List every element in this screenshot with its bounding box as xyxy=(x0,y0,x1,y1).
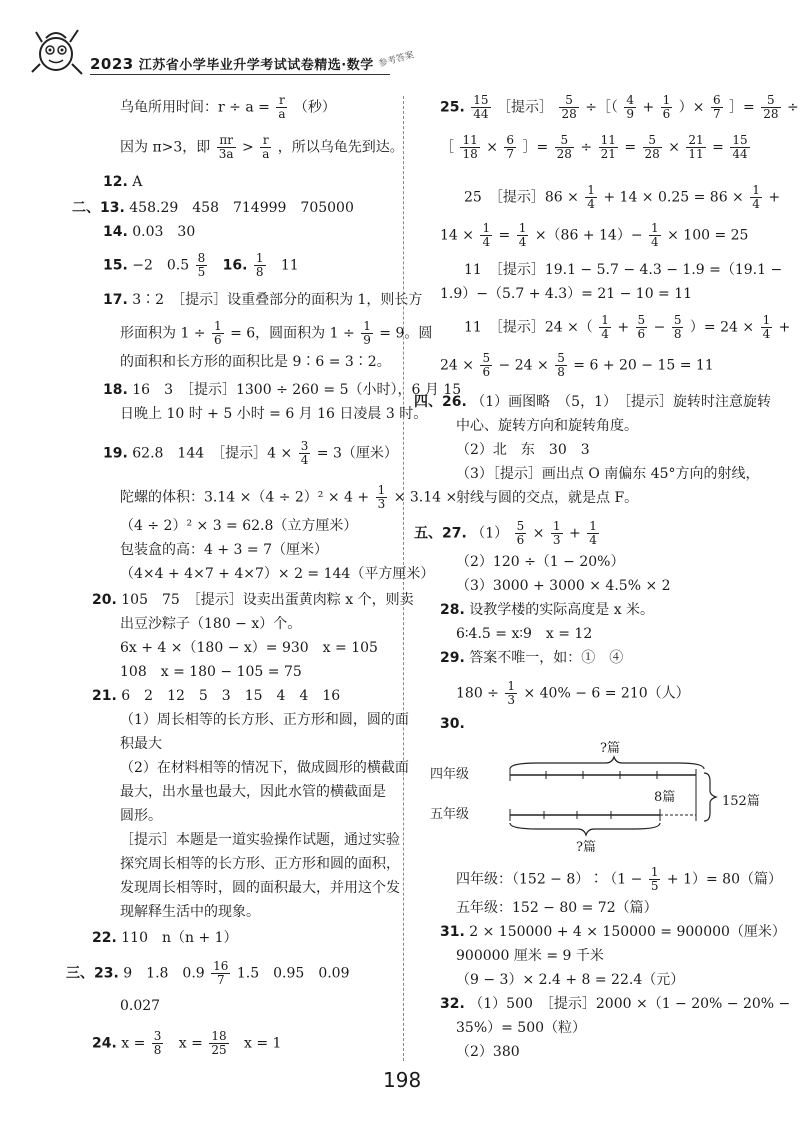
question-27: 五、27. （1） $\frac{5}{6}$ × $\frac{1}{3}$ + $\frac{1}{4}$ xyxy=(414,519,597,548)
question-25-line: ［ $\frac{11}{18}$ × $\frac{6}{7}$ ］= $\frac{5}{28}$ ÷ $\frac{11}{21}$ = $\frac{5}{28}$ × $\frac{21}{11}$ = $\frac{15}{44}$ xyxy=(440,133,748,162)
fraction: $\frac{21}{11}$ xyxy=(688,133,704,162)
fraction: $\frac{5}{6}$ xyxy=(516,519,525,548)
top-brace xyxy=(510,757,704,769)
question-32-line: （2）380 xyxy=(456,1044,520,1060)
fraction: $\frac{5}{8}$ xyxy=(557,351,565,380)
section-label: 二、 xyxy=(72,200,100,216)
question-27-line: （3）3000 + 3000 × 4.5% × 2 xyxy=(456,578,671,594)
question-21-line: （1）周长相等的长方形、正方形和圆，圆的面 xyxy=(120,712,409,728)
fraction: $\frac{1}{6}$ xyxy=(214,319,222,348)
answer-line: 乌龟所用时间：r ÷ a = $\frac{r}{a}$ （秒） xyxy=(120,93,336,122)
bottom-brace xyxy=(510,823,660,835)
fraction: $\frac{1}{3}$ xyxy=(507,679,515,708)
section-label: 三、 xyxy=(66,965,94,982)
fraction: $\frac{6}{7}$ xyxy=(506,133,515,162)
fraction: $\frac{1}{8}$ xyxy=(255,251,264,280)
question-30-line: 五年级：152 − 80 = 72（篇） xyxy=(456,900,658,916)
fraction: $\frac{1}{4}$ xyxy=(587,183,595,212)
fraction: $\frac{15}{44}$ xyxy=(732,133,748,162)
fraction: $\frac{5}{28}$ xyxy=(763,93,779,122)
diagram-difference-label: 8篇 xyxy=(654,790,676,805)
fraction: $\frac{1}{3}$ xyxy=(552,519,561,548)
segment-diagram xyxy=(428,755,768,855)
question-13: 二、13. 458.29 458 714999 705000 xyxy=(72,200,354,216)
fraction: $\frac{5}{6}$ xyxy=(637,313,646,342)
question-25: 25. $\frac{15}{44}$ ［提示］ $\frac{5}{28}$ ÷［（ $\frac{4}{9}$ + $\frac{1}{6}$ ）× $\frac{6}{7}$ ］= $\frac{5}{28}$ ÷ xyxy=(440,93,799,122)
question-12: 12. A xyxy=(103,174,143,190)
question-21-line: 圆形。 xyxy=(120,808,162,824)
question-19-line: 陀螺的体积：3.14 ×（4 ÷ 2）² × 4 + $\frac{1}{3}$ × 3.14 × xyxy=(120,483,458,512)
fraction: $\frac{3}{4}$ xyxy=(300,439,309,468)
question-31-line: （9 − 3）× 2.4 + 8 = 22.4（元） xyxy=(456,972,685,988)
section-label: 四、 xyxy=(414,394,442,410)
question-17: 17. 3∶2 ［提示］设重叠部分的面积为 1，则长方 xyxy=(103,292,423,308)
fraction: $\frac{11}{21}$ xyxy=(600,133,616,162)
question-28: 28. 设教学楼的实际高度是 x 米。 xyxy=(440,602,655,618)
question-26-line: （3）［提示］画出点 O 南偏东 45°方向的射线， xyxy=(456,466,760,482)
page-header xyxy=(28,24,408,84)
question-21-line: 现解释生活中的现象。 xyxy=(120,904,260,920)
header-year: 2023 xyxy=(90,55,134,73)
question-15-16: 15. −2 0.5 $\frac{8}{5}$ 16. $\frac{1}{8}$ 11 xyxy=(103,251,299,280)
fraction: $\frac{18}{25}$ xyxy=(211,1029,227,1058)
question-21-line: 最大，出水量也最大，因此水管的横截面是 xyxy=(120,784,386,800)
question-29-line: 180 ÷ $\frac{1}{3}$ × 40% − 6 = 210（人） xyxy=(456,679,690,708)
question-22: 22. 110 n（n + 1） xyxy=(92,930,238,946)
fraction: $\frac{5}{6}$ xyxy=(482,351,491,380)
diagram-bottom-label: ?篇 xyxy=(576,840,596,855)
question-21-line: 发现周长相等时，圆的面积最大，并用这个发 xyxy=(120,880,400,896)
question-19: 19. 62.8 144 ［提示］4 × $\frac{3}{4}$ = 3（厘米） xyxy=(103,439,398,468)
page-number: 198 xyxy=(383,1068,422,1092)
header-book-title: 江苏省小学毕业升学考试试卷精选·数学 xyxy=(138,58,374,73)
diagram-row-grade5: 五年级 xyxy=(430,807,470,822)
question-29: 29. 答案不唯一，如：① ④ xyxy=(440,650,624,666)
question-21-line: 探究周长相等的长方形、正方形和圆的面积， xyxy=(120,856,400,872)
question-21-hint: ［提示］本题是一道实验操作试题，通过实验 xyxy=(120,832,400,848)
question-21-line: 积最大 xyxy=(120,736,162,752)
fraction: $\frac{1}{3}$ xyxy=(377,483,386,512)
fraction: $\frac{\pi r}{3a}$ xyxy=(218,133,234,162)
question-26-line: （2）北 东 30 3 xyxy=(456,442,590,458)
section-label: 五、 xyxy=(414,525,442,542)
fraction: $\frac{1}{4}$ xyxy=(518,221,527,250)
fraction: $\frac{1}{4}$ xyxy=(651,221,659,250)
question-24: 24. x = $\frac{3}{8}$ x = $\frac{18}{25}$ x = 1 xyxy=(92,1029,282,1058)
fraction: $\frac{15}{44}$ xyxy=(473,93,489,122)
fraction: $\frac{3}{8}$ xyxy=(153,1029,162,1058)
question-30: 30. xyxy=(440,716,465,732)
question-21-line: （2）在材料相等的情况下，做成圆形的横截面 xyxy=(120,760,409,776)
fraction: $\frac{6}{7}$ xyxy=(712,93,721,122)
fraction: $\frac{r}{a}$ xyxy=(278,93,286,122)
question-20-line: 108 x = 180 − 105 = 75 xyxy=(120,664,302,680)
question-17-line: 的面积和长方形的面积比是 9∶6 = 3∶2。 xyxy=(120,354,391,370)
question-25-line: 14 × $\frac{1}{4}$ = $\frac{1}{4}$ ×（86 + 14）− $\frac{1}{4}$ × 100 = 25 xyxy=(440,221,749,250)
question-19-line: 包装盒的高：4 + 3 = 7（厘米） xyxy=(120,542,328,558)
question-14: 14. 0.03 30 xyxy=(103,224,196,240)
question-18-line: 日晚上 10 时 + 5 小时 = 6 月 16 日凌晨 3 时。 xyxy=(120,406,428,422)
fraction: $\frac{4}{9}$ xyxy=(626,93,635,122)
fraction: $\frac{1}{4}$ xyxy=(589,519,597,548)
question-25-line: 11 ［提示］19.1 − 5.7 − 4.3 − 1.9 =（19.1 − xyxy=(464,262,783,278)
fraction: $\frac{5}{28}$ xyxy=(644,133,660,162)
question-27-line: （2）120 ÷（1 − 20%） xyxy=(456,554,625,570)
fraction: $\frac{1}{4}$ xyxy=(762,313,771,342)
question-25-line: 1.9）−（5.7 + 4.3）= 21 − 10 = 11 xyxy=(440,286,693,302)
diagram-top-label: ?篇 xyxy=(600,741,620,756)
question-31: 31. 2 × 150000 + 4 × 150000 = 900000（厘米） xyxy=(440,924,786,940)
fraction: $\frac{1}{4}$ xyxy=(601,313,609,342)
question-30-line: 四年级：（152 − 8）∶（1 − $\frac{1}{5}$ + 1）= 80（篇） xyxy=(456,865,782,894)
question-23-line: 0.027 xyxy=(120,998,161,1014)
question-25-line: 25 ［提示］86 × $\frac{1}{4}$ + 14 × 0.25 = 86 × $\frac{1}{4}$ + xyxy=(464,183,781,212)
fraction: $\frac{5}{28}$ xyxy=(561,93,577,122)
question-21: 21. 6 2 12 5 3 15 4 4 16 xyxy=(92,688,341,704)
header-stamp: 参考答案 xyxy=(377,50,416,70)
question-19-line: （4 ÷ 2）² × 3 = 62.8（立方厘米） xyxy=(120,518,358,534)
question-32: 32. （1）500 ［提示］2000 ×（1 − 20% − 20% − xyxy=(440,996,791,1012)
question-20-line: 出豆沙粽子（180 − x）个。 xyxy=(120,616,302,632)
question-23: 三、23. 9 1.8 0.9 $\frac{16}{7}$ 1.5 0.95 0.09 xyxy=(66,959,350,988)
question-26-line: 中心、旋转方向和旋转角度。 xyxy=(456,418,638,434)
diagram-total-label: 152篇 xyxy=(722,794,760,809)
header-title xyxy=(90,54,374,73)
question-26-line: 射线与圆的交点，就是点 F。 xyxy=(456,490,639,506)
fraction: $\frac{1}{5}$ xyxy=(650,865,659,894)
fraction: $\frac{r}{a}$ xyxy=(262,133,270,162)
question-26: 四、26. （1）画图略 （5，1） ［提示］旋转时注意旋转 xyxy=(414,394,771,410)
question-28-line: 6∶4.5 = x∶9 x = 12 xyxy=(456,626,593,642)
question-31-line: 900000 厘米 = 9 千米 xyxy=(456,948,604,964)
fraction: $\frac{5}{28}$ xyxy=(556,133,572,162)
fraction: $\frac{1}{4}$ xyxy=(482,221,491,250)
mascot-logo-icon xyxy=(28,24,88,82)
question-20-line: 6x + 4 ×（180 − x）= 930 x = 105 xyxy=(120,640,378,656)
question-32-line: 35%）= 500（粒） xyxy=(456,1020,587,1036)
fraction: $\frac{16}{7}$ xyxy=(213,959,229,988)
fraction: $\frac{11}{18}$ xyxy=(462,133,478,162)
header-rule xyxy=(90,74,390,75)
question-17-line: 形面积为 1 ÷ $\frac{1}{6}$ = 6，圆面积为 1 ÷ $\frac{1}{9}$ = 9。圆 xyxy=(120,319,433,348)
question-20: 20. 105 75 ［提示］设卖出蛋黄肉粽 x 个，则卖 xyxy=(92,592,414,608)
diagram-row-grade4: 四年级 xyxy=(430,767,470,782)
right-brace xyxy=(704,773,716,821)
fraction: $\frac{1}{4}$ xyxy=(752,183,760,212)
question-18: 18. 16 3 ［提示］1300 ÷ 260 = 5（小时），6 月 15 xyxy=(103,382,462,398)
fraction: $\frac{8}{5}$ xyxy=(197,251,206,280)
answer-line: 因为 π>3，即 $\frac{\pi r}{3a}$ > $\frac{r}{a}$ ，所以乌龟先到达。 xyxy=(120,133,404,162)
question-25-line: 11 ［提示］24 ×（ $\frac{1}{4}$ + $\frac{5}{6}$ − $\frac{5}{8}$ ）= 24 × $\frac{1}{4}$ + xyxy=(464,313,791,342)
fraction: $\frac{1}{9}$ xyxy=(363,319,371,348)
fraction: $\frac{5}{8}$ xyxy=(673,313,682,342)
question-25-line: 24 × $\frac{5}{6}$ − 24 × $\frac{5}{8}$ = 6 + 20 − 15 = 11 xyxy=(440,351,714,380)
fraction: $\frac{1}{6}$ xyxy=(662,93,671,122)
question-19-line: （4×4 + 4×7 + 4×7）× 2 = 144（平方厘米） xyxy=(120,566,435,582)
